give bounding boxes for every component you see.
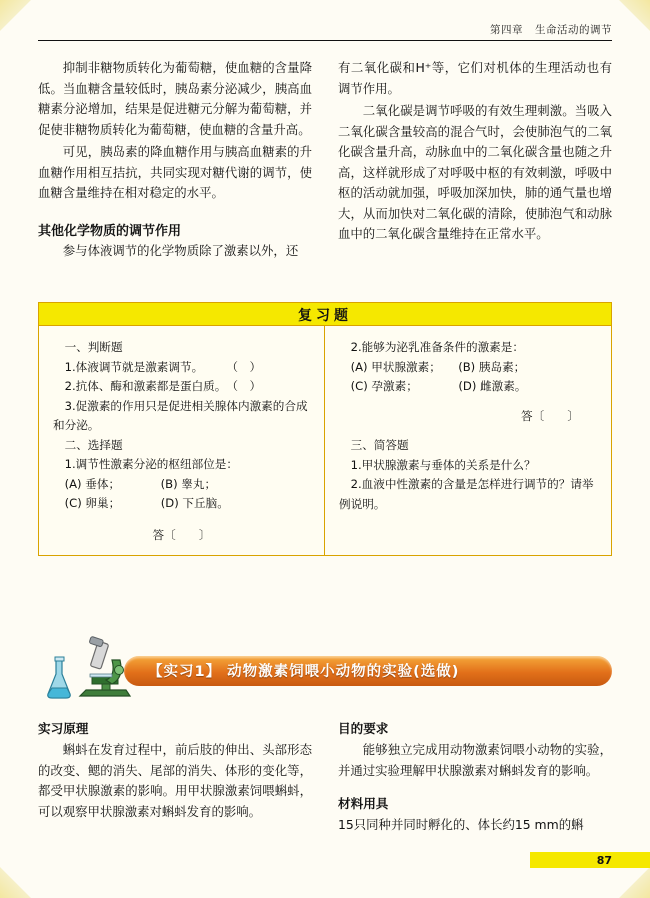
review-item: 三、简答题 <box>350 438 409 452</box>
review-item: (A) 甲状腺激素； (B) 胰岛素； <box>350 359 526 374</box>
experiment-right-column <box>338 718 612 838</box>
paragraph: 抑制非糖物质转化为葡萄糖，使血糖的含量降低。当血糖含量较低时，胰岛素分泌减少，胰高血糖素分泌增加，结果是促进糖元分解为葡萄糖，并促使非糖物质转化为葡萄糖，使血糖的含量升高。 <box>38 60 312 137</box>
right-column <box>338 58 612 263</box>
left-column <box>38 58 312 263</box>
paragraph: 有二氧化碳和H⁺等，它们对机体的生理活动也有调节作用。 <box>338 60 612 96</box>
header-rule <box>38 40 612 41</box>
review-answer-blank: 答〔 〕 <box>521 408 579 423</box>
review-item: 2.血液中性激素的含量是怎样进行调节的？请举例说明。 <box>339 477 594 511</box>
experiment-left-column <box>38 718 312 838</box>
review-item: 3.促激素的作用只是促进相关腺体内激素的合成和分泌。 <box>53 398 308 432</box>
review-item: 2.抗体、酶和激素都是蛋白质。 （ ） <box>64 379 262 393</box>
subheading: 实习原理 <box>38 721 89 736</box>
review-item: (A) 垂体； (B) 睾丸； <box>64 476 217 491</box>
page-number-highlight <box>530 852 650 868</box>
paragraph: 15只同种并同时孵化的、体长约15 mm的蝌 <box>338 817 584 832</box>
paragraph: 蝌蚪在发育过程中，前后肢的伸出、头部形态的改变、鳃的消失、尾部的消失、体形的变化等，都受甲状腺激素的影响。用甲状腺激素饲喂蝌蚪，可以观察甲状腺激素对蝌蚪发育的影响。 <box>38 742 312 819</box>
review-item: 1.调节性激素分泌的枢纽部位是： <box>64 457 238 471</box>
review-answer-blank: 答〔 〕 <box>152 527 211 542</box>
banner-label <box>148 660 459 681</box>
subheading: 目的要求 <box>338 721 389 736</box>
corner-decoration-top-left <box>0 0 34 34</box>
review-item: 一、判断题 <box>64 340 123 354</box>
header-section: 生命活动的调节 <box>535 24 612 36</box>
main-two-column-text <box>38 58 612 263</box>
corner-decoration-top-right <box>616 0 650 34</box>
review-item: (C) 孕激素； (D) 雌激素。 <box>350 379 527 393</box>
experiment-banner <box>38 630 612 702</box>
review-title-bar <box>39 303 611 326</box>
subheading: 其他化学物质的调节作用 <box>38 223 182 239</box>
banner-title: 动物激素饲喂小动物的实验(选做) <box>227 664 460 680</box>
page-number: 87 <box>596 854 612 867</box>
review-item: (C) 卵巢； (D) 下丘脑。 <box>64 496 229 510</box>
review-item: 二、选择题 <box>64 437 123 452</box>
review-title: 复习题 <box>298 308 352 324</box>
review-item: 1.体液调节就是激素调节。 （ ） <box>64 359 262 374</box>
paragraph: 可见，胰岛素的降血糖作用与胰高血糖素的升血糖作用相互拮抗，共同实现对糖代谢的调节，使血糖含量维持在相对稳定的水平。 <box>38 144 312 200</box>
subheading: 材料用具 <box>338 796 389 811</box>
paragraph: 二氧化碳是调节呼吸的有效生理刺激。当吸入二氧化碳含量较高的混合气时，会使肺泡气的二氧化碳含量升高，动脉血中的二氧化碳含量也随之升高，这样就形成了对呼吸中枢的有效刺激，呼吸中枢的活动就加强，呼吸加深加快，肺的通气量也增大，从而加快对二氧化碳的清除，使肺泡气和动脉血中的二氧化碳含量维持在正常水平。 <box>338 103 612 241</box>
paragraph: 参与体液调节的化学物质除了激素以外，还 <box>62 242 299 258</box>
corner-decoration-bottom-right <box>616 864 650 898</box>
corner-decoration-bottom-left <box>0 864 34 898</box>
banner-tag: 【实习1】 <box>148 664 222 680</box>
paragraph: 能够独立完成用动物激素饲喂小动物的实验，并通过实验理解甲状腺激素对蝌蚪发育的影响。 <box>338 742 612 778</box>
review-right-column <box>325 326 611 555</box>
review-left-column <box>39 326 325 555</box>
header-chapter: 第四章 <box>490 24 523 36</box>
page-header <box>490 22 612 37</box>
review-questions-box <box>38 302 612 556</box>
experiment-two-column-text <box>38 718 612 838</box>
review-item: 2.能够为泌乳准备条件的激素是： <box>350 340 524 354</box>
review-item: 1.甲状腺激素与垂体的关系是什么？ <box>350 457 536 472</box>
